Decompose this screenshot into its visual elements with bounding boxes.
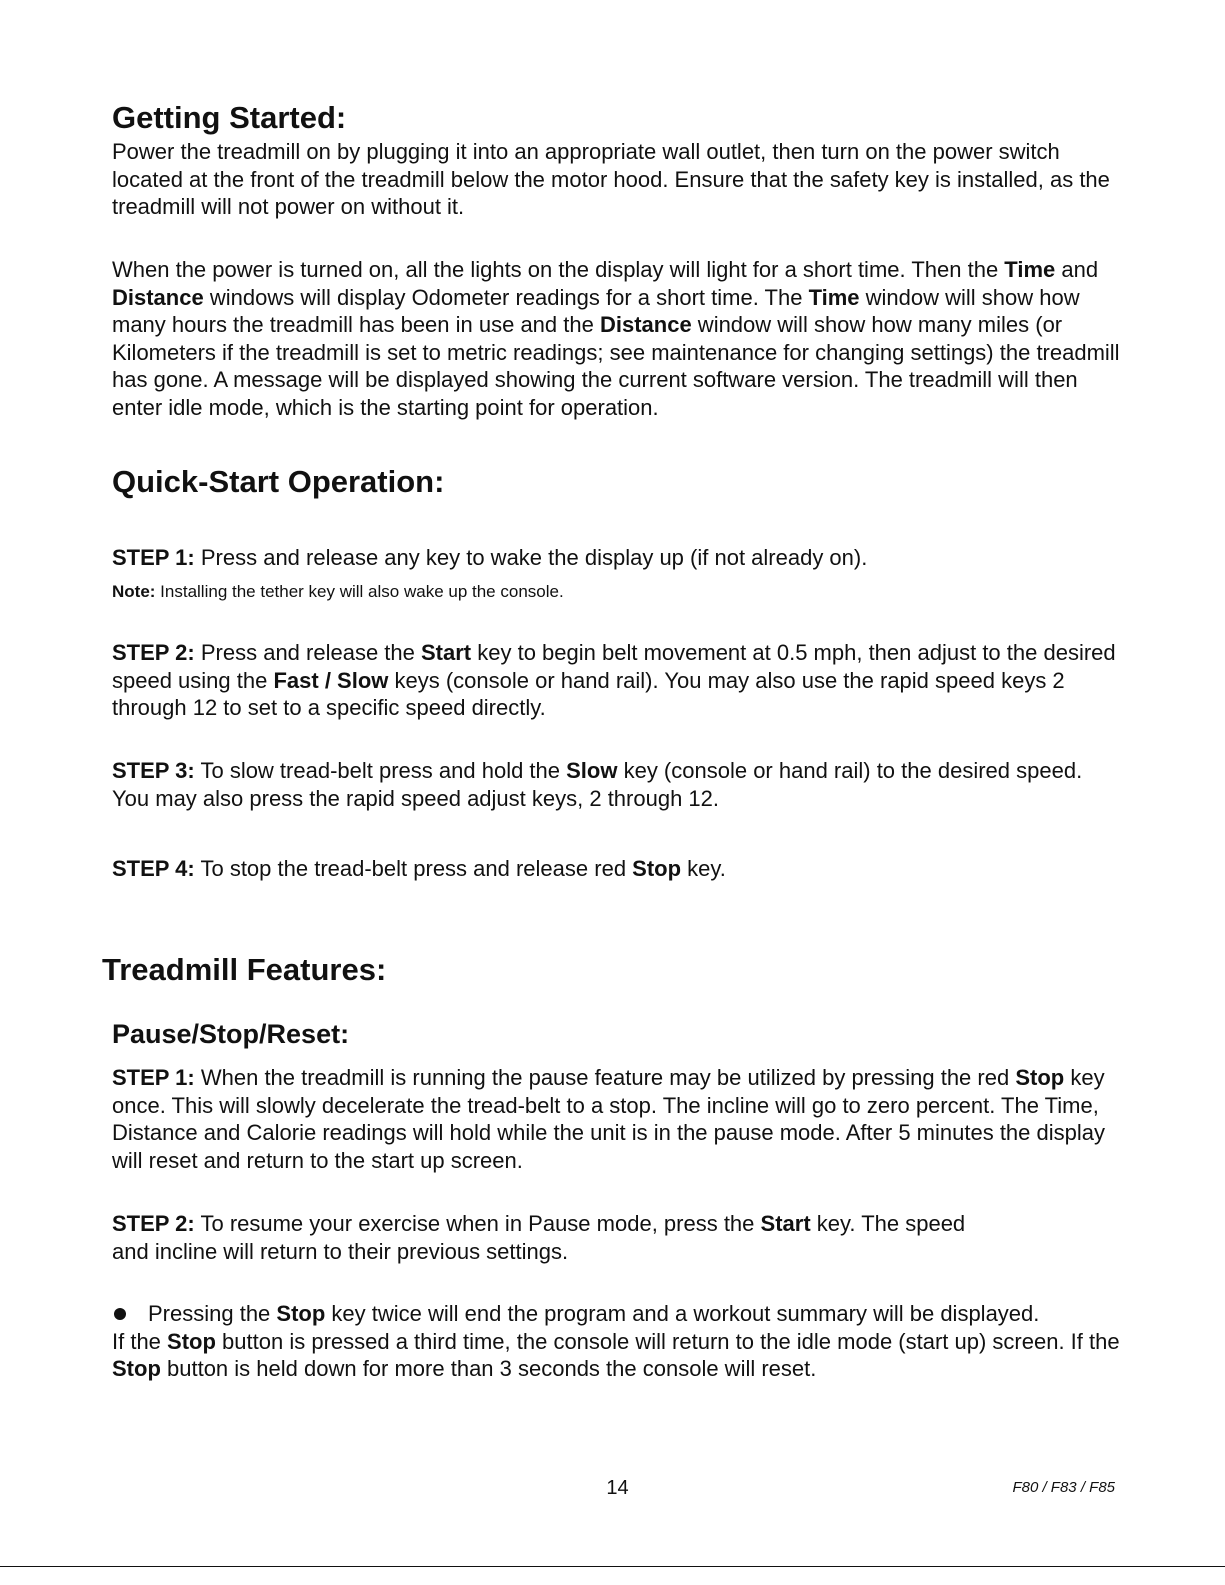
text-run: window will show how many miles (or Kilometers if the treadmill is set to metric readings; see maintenance for changing settings) the treadmill has gone. A message will be displayed showing the current software version. The treadmill will then enter idle mode, which is the starting point for operation. [112,312,1120,420]
features-heading: Treadmill Features: [102,952,387,987]
bold-term: Stop [1015,1065,1065,1090]
text-run: Press and release the [194,640,421,665]
text-run: Installing the tether key will also wake up the console. [155,582,564,601]
text-run: button is pressed a third time, the console will return to the idle mode (start up) screen. If the [215,1328,1120,1354]
bold-term: Distance [599,312,692,337]
step-label: STEP 1: [112,1065,195,1090]
bold-term: Fast / Slow [273,667,389,693]
pause-step-1 [112,1064,1122,1174]
quick-start-heading: Quick-Start Operation: [112,464,445,499]
quick-start-step-4 [112,855,1122,883]
text-run: Pressing the [148,1301,277,1326]
bottom-rule [0,1566,1225,1567]
quick-start-step-3 [112,757,1122,812]
page-number: 14 [606,1477,629,1499]
bullet-icon [114,1308,126,1320]
text-run: If the [112,1328,168,1354]
getting-started-paragraph-1: Power the treadmill on by plugging it into an appropriate wall outlet, then turn on the power switch located at the front of the treadmill below the motor hood. Ensure that the safety key is installed, as the treadmill will not power on without it. [112,139,1110,219]
text-run: When the power is turned on, all the lights on the display will light for a short time. Then the [112,257,1005,282]
text-run: key to begin belt movement at 0.5 mph, then adjust to the desired speed using the [112,640,1116,693]
getting-started-heading: Getting Started: [112,100,347,135]
bold-term: Distance [112,284,204,310]
text-run: Press and release any key to wake the display up (if not already on). [194,545,868,570]
bold-term: Time [1004,257,1056,282]
text-run: key twice will end the program and a workout summary will be displayed. [325,1301,1040,1326]
text-run: keys (console or hand rail). You may also use the rapid speed keys 2 through 12 to set to a specific speed directly. [112,667,1065,720]
bold-term: Time [808,284,860,310]
note-label: Note: [112,582,156,601]
step-label: STEP 4: [112,856,195,881]
quick-start-step-1 [112,544,1122,572]
step-label: STEP 2: [112,640,195,665]
text-run: To stop the tread-belt press and release red [194,856,633,881]
pause-stop-reset-heading: Pause/Stop/Reset: [112,1019,350,1049]
text-run: key. The speed [810,1211,966,1236]
step-label: STEP 1: [112,545,195,570]
bold-term: Stop [112,1356,161,1381]
model-label: F80 / F83 / F85 [1012,1479,1115,1496]
quick-start-step-2 [112,639,1122,722]
text-run: and incline will return to their previous settings. [112,1238,569,1264]
text-run: key once. This will slowly decelerate the tread-belt to a stop. The incline will go to zero percent. The Time, Distance and Calorie readings will hold while the unit is in the pause mode. After 5 minutes the display will reset and return to the start up screen. [112,1065,1105,1173]
bold-term: Stop [167,1328,216,1354]
quick-start-note [112,581,1112,603]
text-run: When the treadmill is running the pause feature may be utilized by pressing the red [194,1065,1016,1090]
pause-step-2 [112,1210,1122,1265]
text-run: windows will display Odometer readings for a short time. The [203,284,809,310]
step-label: STEP 2: [112,1211,195,1236]
text-run: key. [681,856,726,881]
text-run: To resume your exercise when in Pause mode, press the [194,1211,761,1236]
step-label: STEP 3: [112,758,195,783]
bold-term: Stop [632,856,682,881]
bold-term: Slow [566,758,618,783]
getting-started-paragraph-2 [112,256,1127,421]
bold-term: Stop [276,1301,326,1326]
stop-bullet-note [112,1300,1122,1383]
text-run: and [1055,257,1099,282]
text-run: To slow tread-belt press and hold the [194,758,567,783]
text-run: key (console or hand rail) to the desired speed. You may also press the rapid speed adjust keys, 2 through 12. [112,758,1083,811]
bold-term: Start [421,640,472,665]
text-run: window will show how many hours the treadmill has been in use and the [112,284,1080,337]
text-run: button is held down for more than 3 seconds the console will reset. [160,1356,817,1381]
bold-term: Start [760,1211,811,1236]
